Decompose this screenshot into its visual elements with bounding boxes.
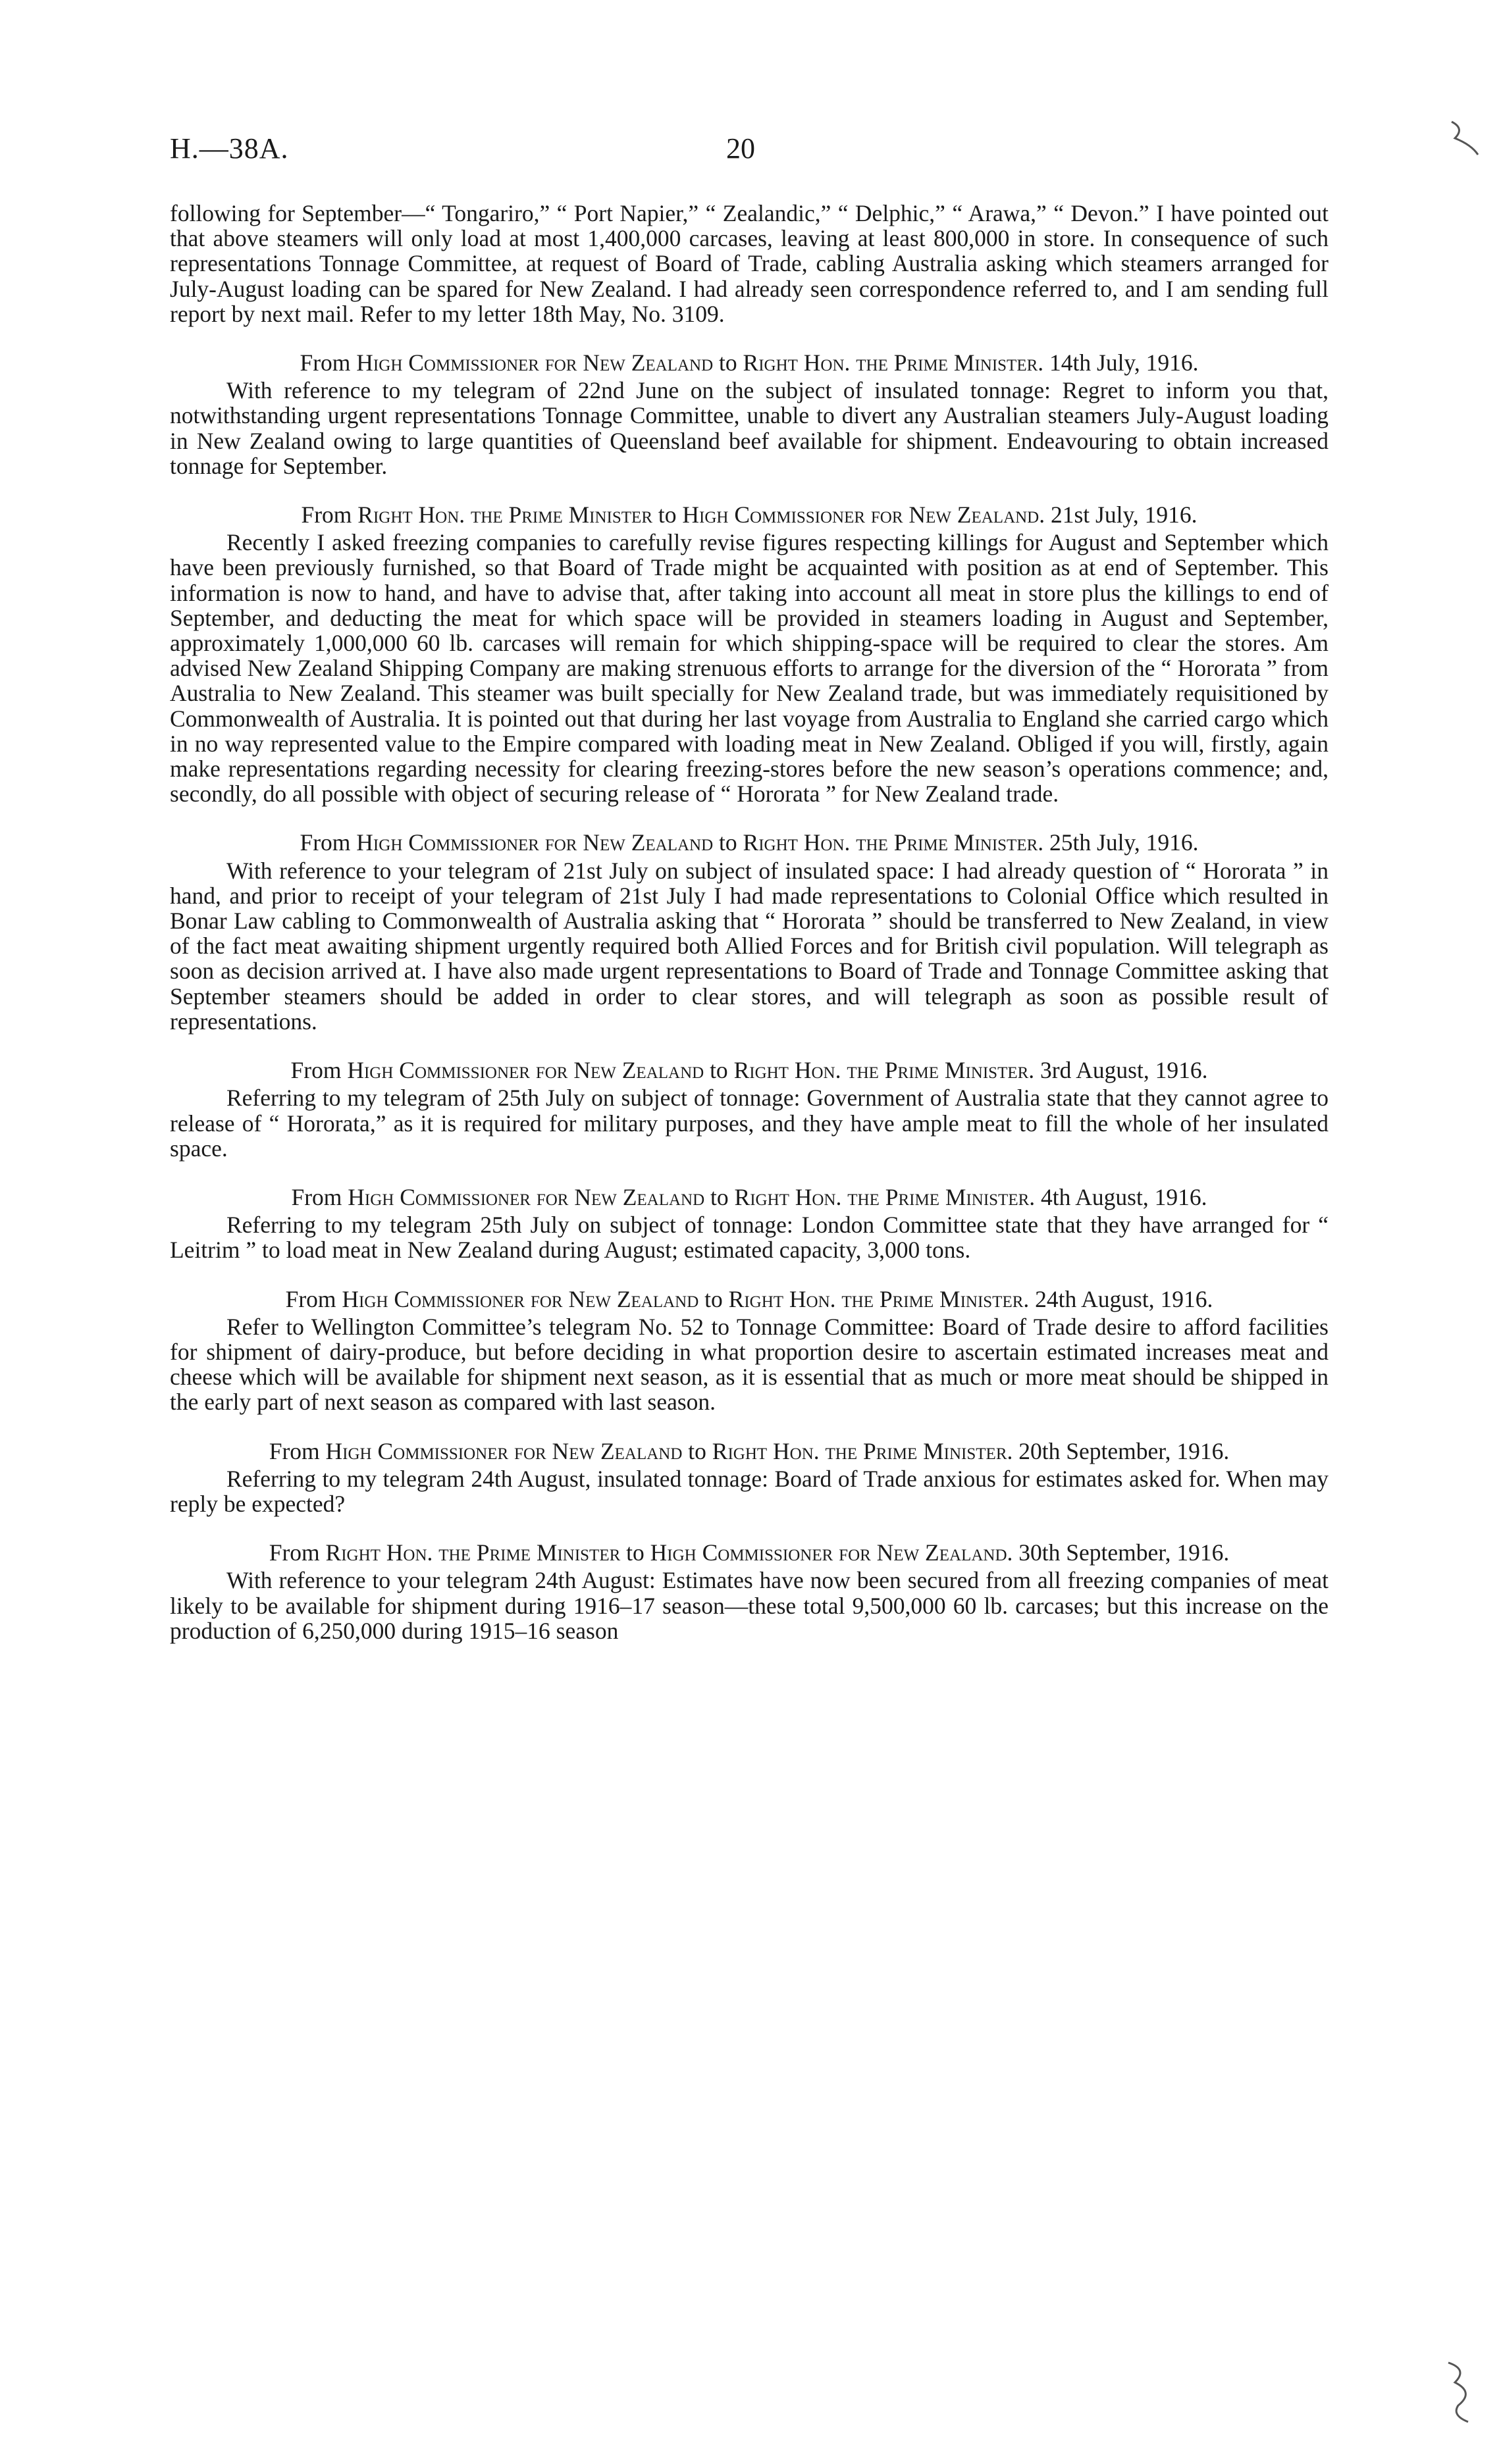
from-word: From (269, 1539, 320, 1566)
telegram-sender: High Commissioner for New Zealand (342, 1285, 699, 1312)
page-number: 20 (726, 132, 755, 165)
telegram-header (170, 1540, 1329, 1565)
from-word: From (290, 1057, 342, 1084)
telegram-sender: Right Hon. the Prime Minister (325, 1539, 621, 1566)
intro-paragraph: following for September—“ Tongariro,” “ Port Napier,” “ Zealandic,” “ Delphic,” “ Arawa,” “ Devon.” I have pointed out that above steamers will only load at most 1,400,000 carcases, leaving at least 800,000 in store. In consequence of such representations Tonnage Committee, at request of Board of Trade, cabling Australia asking which steamers arranged for July-August loading can be spared for New Zealand. I had already seen correspondence referred to, and I am sending full report by next mail. Refer to my letter 18th May, No. 3109. (170, 200, 1329, 327)
telegram-date: 30th September, 1916. (1018, 1539, 1230, 1566)
from-word: From (269, 1437, 320, 1464)
telegram-recipient: Right Hon. the Prime Minister. (743, 829, 1044, 856)
telegram-recipient: Right Hon. the Prime Minister. (712, 1437, 1013, 1464)
telegram-header (170, 350, 1329, 375)
telegram-text: With reference to your telegram 24th August: Estimates have now been secured from all freezing companies of meat likely to be available for shipment during 1916–17 season—these total 9,500,000 60 lb. carcases; but this increase on the production of 6,250,000 during 1915–16 season (170, 1567, 1329, 1644)
telegram-7 (170, 1439, 1329, 1517)
to-word: to (626, 1539, 645, 1566)
telegram-date: 20th September, 1916. (1018, 1437, 1230, 1464)
telegram-header (170, 1185, 1329, 1210)
telegram-3 (170, 830, 1329, 1034)
from-word: From (300, 349, 351, 376)
telegram-sender: High Commissioner for New Zealand (356, 829, 714, 856)
from-word: From (301, 501, 352, 528)
telegram-text: Referring to my telegram 24th August, insulated tonnage: Board of Trade anxious for estimates asked for. When may reply be expected? (170, 1465, 1329, 1517)
telegram-recipient: High Commissioner for New Zealand. (682, 501, 1045, 528)
telegram-recipient: Right Hon. the Prime Minister. (733, 1057, 1035, 1084)
from-word: From (291, 1183, 342, 1210)
document-body (170, 201, 1329, 1643)
telegram-6 (170, 1287, 1329, 1415)
to-word: to (688, 1437, 706, 1464)
telegram-date: 24th August, 1916. (1035, 1285, 1213, 1312)
to-word: to (710, 1183, 729, 1210)
telegram-header (170, 1287, 1329, 1312)
from-word: From (300, 829, 351, 856)
telegram-date: 14th July, 1916. (1049, 349, 1199, 376)
telegram-date: 4th August, 1916. (1041, 1183, 1207, 1210)
telegram-sender: Right Hon. the Prime Minister (357, 501, 652, 528)
telegram-4 (170, 1058, 1329, 1161)
telegram-recipient: Right Hon. the Prime Minister. (734, 1183, 1036, 1210)
telegram-text: Refer to Wellington Committee’s telegram No. 52 to Tonnage Committee: Board of Trade desire to afford facilities for shipment of dairy-produce, but before deciding in what proportion desire to ascertain estimated increases meat and cheese which will be available for shipment next season, as it is essential that as much or more meat should be shipped in the early part of next season as compared with last season. (170, 1313, 1329, 1416)
telegram-text: With reference to your telegram of 21st July on subject of insulated space: I had already question of “ Hororata ” in hand, and prior to receipt of your telegram of 21st July I had made representations to Colonial Office which resulted in Bonar Law cabling to Commonwealth of Australia asking that “ Hororata ” should be transferred to New Zealand, in view of the fact meat awaiting shipment urgently required both Allied Forces and for British civil population. Will telegraph as soon as decision arrived at. I have also made urgent representations to Board of Trade and Tonnage Committee asking that September steamers should be added in order to clear stores, and will telegraph as soon as possible result of representations. (170, 857, 1329, 1035)
telegram-recipient: High Commissioner for New Zealand. (650, 1539, 1013, 1566)
telegram-recipient: Right Hon. the Prime Minister. (743, 349, 1044, 376)
telegram-sender: High Commissioner for New Zealand (325, 1437, 683, 1464)
to-word: to (710, 1057, 728, 1084)
to-word: to (719, 829, 737, 856)
telegram-text: Referring to my telegram 25th July on subject of tonnage: London Committee state that they have arranged for “ Leitrim ” to load meat in New Zealand during August; estimated capacity, 3,000 tons. (170, 1212, 1329, 1264)
to-word: to (719, 349, 737, 376)
telegram-sender: High Commissioner for New Zealand (347, 1057, 704, 1084)
telegram-header (170, 830, 1329, 855)
telegram-date: 25th July, 1916. (1049, 829, 1199, 856)
telegram-2 (170, 502, 1329, 806)
to-word: to (658, 501, 677, 528)
from-word: From (285, 1285, 336, 1312)
telegram-text: Recently I asked freezing companies to carefully revise figures respecting killings for August and September which have been previously furnished, so that Board of Trade might be acquainted with position as at end of September. This information is now to hand, and have to advise that, after taking into account all meat in store plus the killings to end of September, and deducting the meat for which space will be provided in steamers loading in August and September, approximately 1,000,000 60 lb. carcases will remain for which shipping-space will be required to clear the stores. Am advised New Zealand Shipping Company are making strenuous efforts to arrange for the diversion of the “ Hororata ” from Australia to New Zealand. This steamer was built specially for New Zealand trade, but was immediately requisitioned by Commonwealth of Australia. It is pointed out that during her last voyage from Australia to England she carried cargo which in no way represented value to the Empire compared with loading meat in New Zealand. Obliged if you will, firstly, again make representations regarding necessity for clearing freezing-stores before the new season’s operations commence; and, secondly, do all possible with object of securing release of “ Hororata ” for New Zealand trade. (170, 529, 1329, 808)
scan-mark-top-right (1445, 115, 1485, 168)
telegram-text: Referring to my telegram of 25th July on subject of tonnage: Government of Australia state that they cannot agree to release of “ Hororata,” as it is required for military purposes, and they have ample meat to fill the whole of her insulated space. (170, 1085, 1329, 1162)
telegram-header (170, 1439, 1329, 1464)
scan-mark-bottom-right (1438, 2356, 1485, 2428)
telegram-text: With reference to my telegram of 22nd June on the subject of insulated tonnage: Regret to inform you that, notwithstanding urgent representations Tonnage Committee, unable to divert any Australian steamers July-August loading in New Zealand owing to large quantities of Queensland beef available for shipment. Endeavouring to obtain increased tonnage for September. (170, 377, 1329, 479)
telegram-date: 3rd August, 1916. (1040, 1057, 1208, 1084)
telegram-sender: High Commissioner for New Zealand (356, 349, 714, 376)
document-reference: H.—38A. (170, 132, 289, 165)
telegram-header (170, 1058, 1329, 1083)
telegram-date: 21st July, 1916. (1050, 501, 1198, 528)
to-word: to (704, 1285, 723, 1312)
page-header (170, 132, 1329, 171)
telegram-recipient: Right Hon. the Prime Minister. (728, 1285, 1030, 1312)
telegram-8 (170, 1540, 1329, 1643)
telegram-header (170, 502, 1329, 527)
telegram-sender: High Commissioner for New Zealand (348, 1183, 705, 1210)
telegram-1 (170, 350, 1329, 478)
telegram-5 (170, 1185, 1329, 1263)
